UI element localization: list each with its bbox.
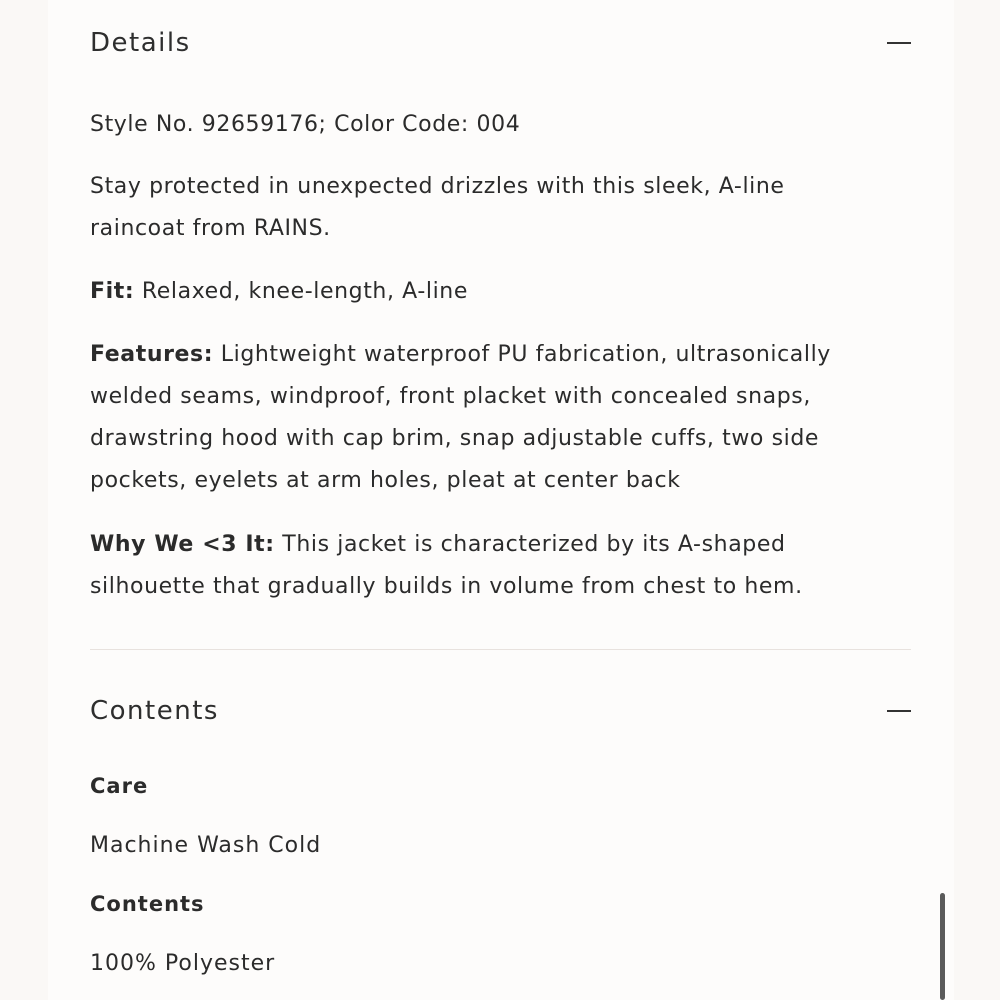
features-line (90, 334, 880, 502)
why-text: This jacket is characterized by its A-shaped silhouette that gradually builds in volume from chest to hem. (90, 532, 803, 599)
details-accordion-header[interactable] (90, 24, 911, 62)
contents-accordion-header[interactable] (90, 692, 911, 730)
why-label: Why We <3 It: (90, 532, 275, 557)
fit-label: Fit: (90, 279, 135, 304)
details-title: Details (90, 28, 191, 58)
contents-title: Contents (90, 696, 219, 726)
fit-text: Relaxed, knee-length, A-line (134, 279, 468, 304)
features-text: Lightweight waterproof PU fabrication, ultrasonically welded seams, windproof, front placket with concealed snaps, drawstring hood with cap brim, snap adjustable cuffs, two side pockets, eyelets at arm holes, pleat at center back (90, 342, 831, 493)
contents-value: 100% Polyester (90, 951, 276, 976)
style-number-line: Style No. 92659176; Color Code: 004 (90, 112, 521, 137)
contents-heading: Contents (90, 892, 205, 916)
why-we-love-it-line (90, 524, 880, 608)
scrollbar-thumb[interactable] (940, 893, 945, 1000)
minus-icon[interactable] (887, 710, 911, 712)
care-heading: Care (90, 774, 149, 798)
care-value: Machine Wash Cold (90, 833, 322, 858)
section-divider (90, 649, 911, 650)
minus-icon[interactable] (887, 42, 911, 44)
product-description: Stay protected in unexpected drizzles with this sleek, A-line raincoat from RAINS. (90, 174, 785, 241)
features-label: Features: (90, 342, 214, 367)
fit-line (90, 271, 911, 313)
